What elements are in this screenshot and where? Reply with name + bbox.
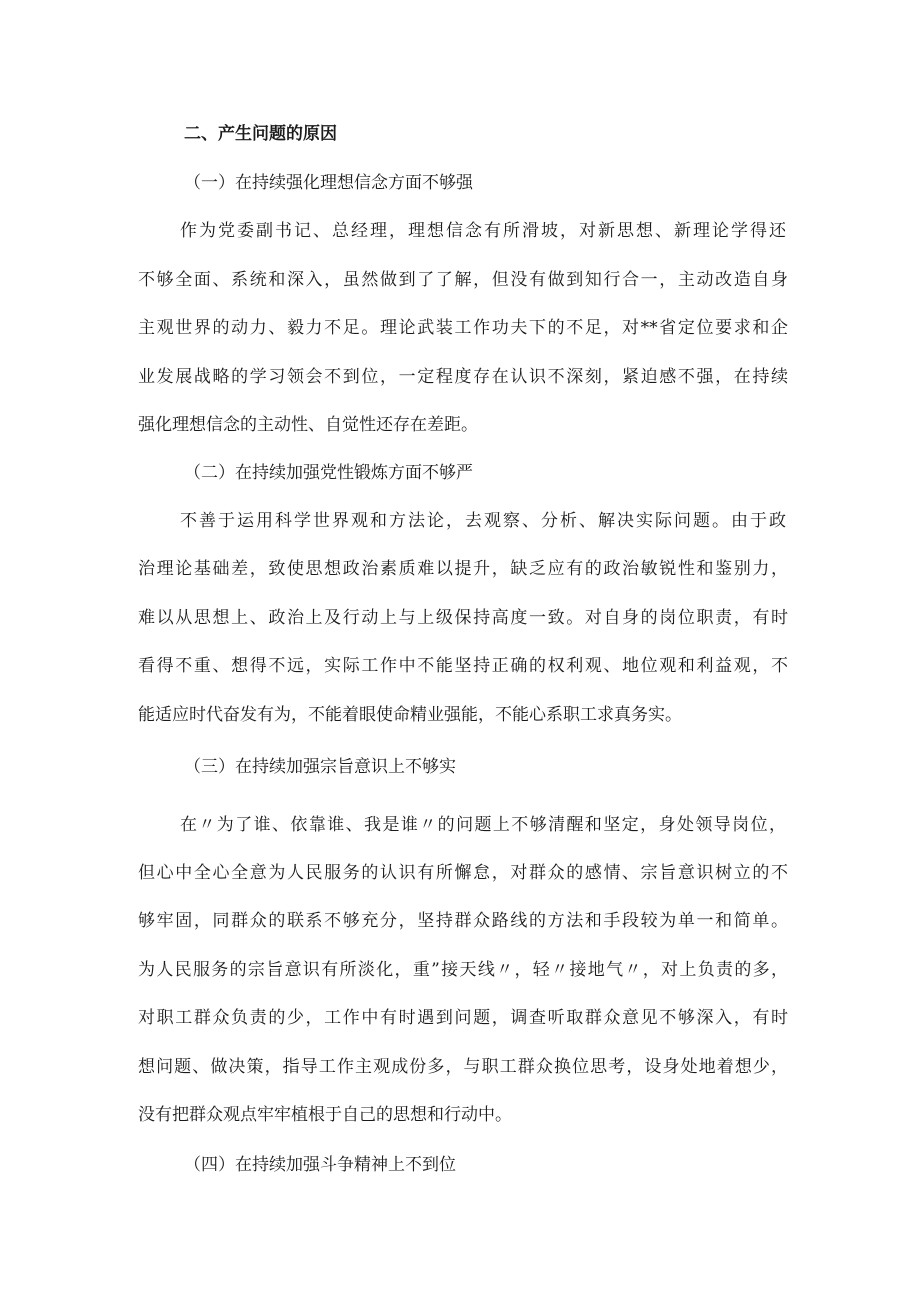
paragraph-line: 想问题、做决策，指导工作主观成份多，与职工群众换位思考，设身处地着想少， [138, 1057, 788, 1077]
subsection-heading-2: （二）在持续加强党性锻炼方面不够严 [184, 463, 473, 483]
paragraph-line: 主观世界的动力、毅力不足。理论武装工作功夫下的不足，对**省定位要求和企 [138, 318, 788, 338]
subsection-heading-4: （四）在持续加强斗争精神上不到位 [184, 1155, 456, 1175]
paragraph-line: 治理论基础差，致使思想政治素质难以提升，缺乏应有的政治敏锐性和鉴别力， [138, 559, 788, 579]
subsection-heading-3: （三）在持续加强宗旨意识上不够实 [184, 757, 456, 777]
paragraph-line: 看得不重、想得不远，实际工作中不能坚持正确的权利观、地位观和利益观，不 [138, 656, 788, 676]
paragraph-line: 在〃为了谁、依靠谁、我是谁〃的问题上不够清醒和坚定，身处领导岗位， [180, 815, 786, 835]
paragraph-line: 但心中全心全意为人民服务的认识有所懈怠，对群众的感情、宗旨意识树立的不 [138, 863, 788, 883]
paragraph-line: 够牢固，同群众的联系不够充分，坚持群众路线的方法和手段较为单一和简单。 [138, 911, 788, 931]
paragraph-line: 不善于运用科学世界观和方法论，去观察、分析、解决实际问题。由于政 [180, 511, 786, 531]
paragraph-line: 作为党委副书记、总经理，理想信念有所滑坡，对新思想、新理论学得还 [180, 221, 786, 241]
paragraph-line: 为人民服务的宗旨意识有所淡化，重”接天线〃，轻〃接地气〃，对上负责的多， [138, 960, 788, 980]
paragraph-line: 强化理想信念的主动性、自觉性还存在差距。 [138, 415, 478, 435]
subsection-heading-1: （一）在持续强化理想信念方面不够强 [184, 173, 473, 193]
paragraph-line: 没有把群众观点牢牢植根于自己的思想和行动中。 [138, 1105, 512, 1125]
section-title: 二、产生问题的原因 [184, 124, 337, 144]
paragraph-line: 不够全面、系统和深入，虽然做到了了解，但没有做到知行合一，主动改造自身 [138, 270, 788, 290]
paragraph-line: 业发展战略的学习领会不到位，一定程度存在认识不深刻，紧迫感不强，在持续 [138, 367, 788, 387]
paragraph-line: 能适应时代奋发有为，不能着眼使命精业强能，不能心系职工求真务实。 [138, 705, 682, 725]
paragraph-line: 对职工群众负责的少，工作中有时遇到问题，调查听取群众意见不够深入，有时 [138, 1008, 788, 1028]
paragraph-line: 难以从思想上、政治上及行动上与上级保持高度一致。对自身的岗位职责，有时 [138, 608, 788, 628]
